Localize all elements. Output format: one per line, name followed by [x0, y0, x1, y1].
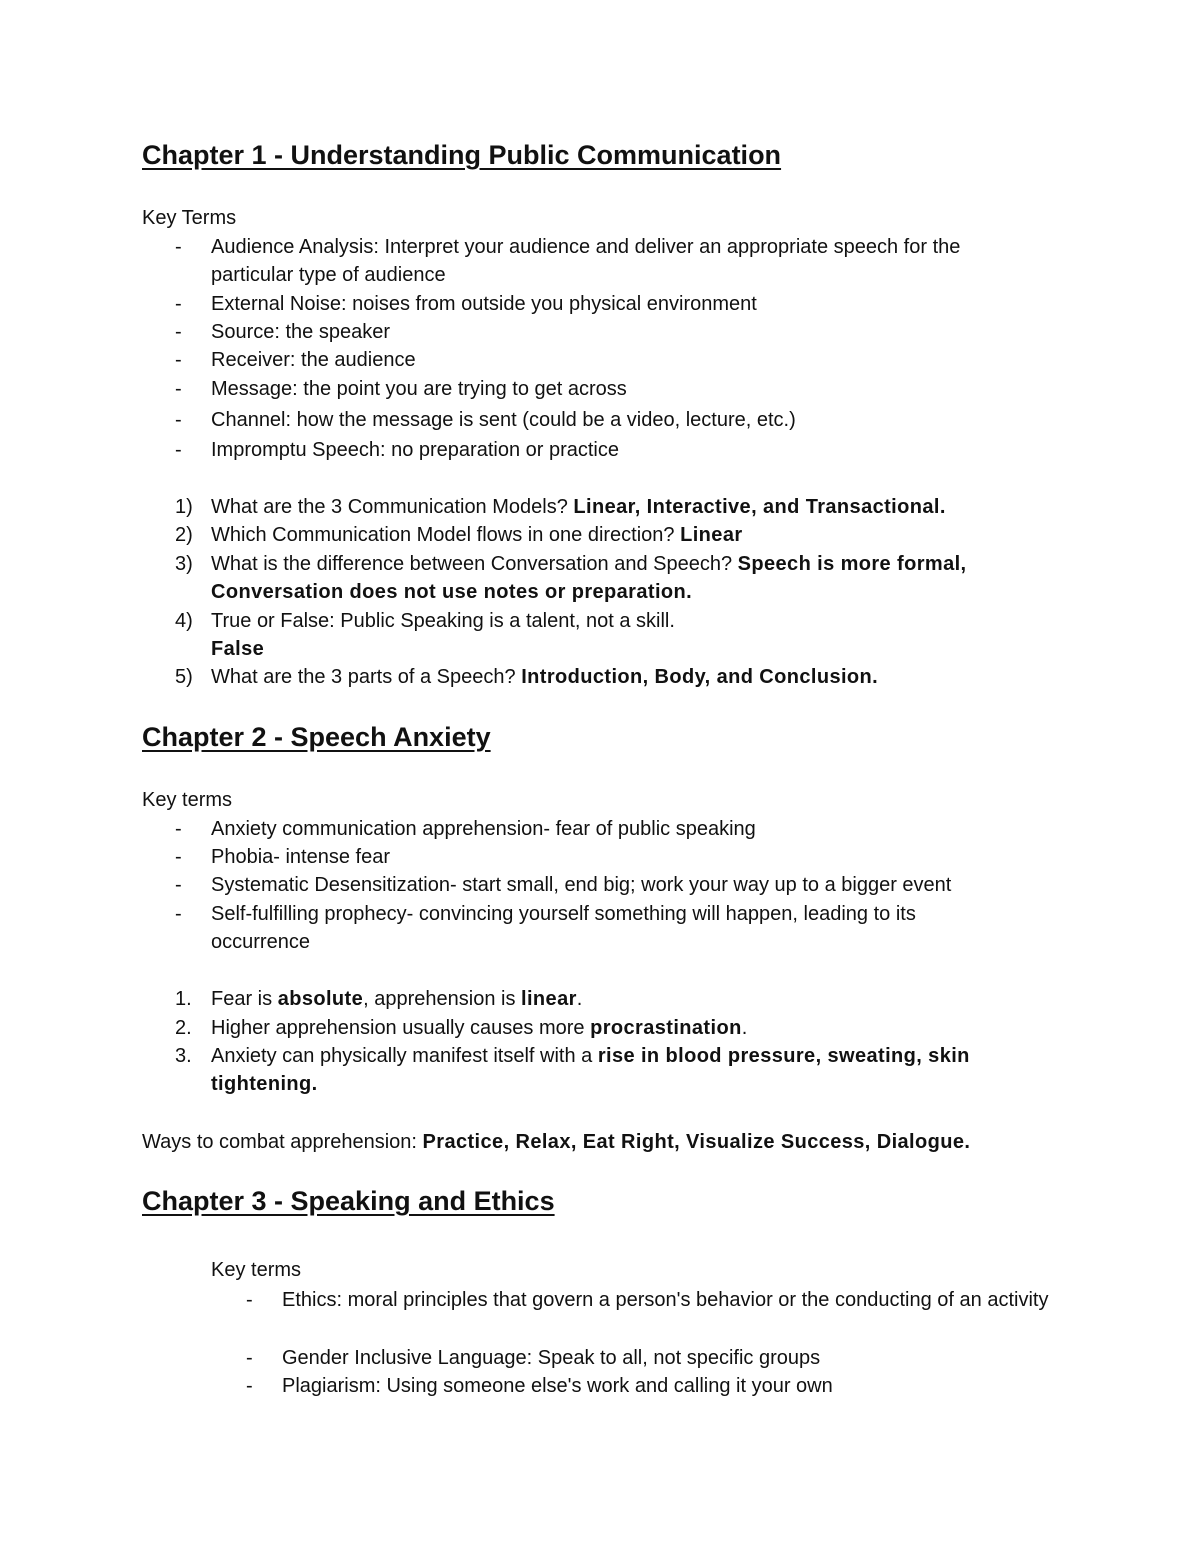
- list-item: - Ethics: moral principles that govern a person's behavior or the conducting of an activity: [246, 1289, 1049, 1311]
- chapter-2-key-terms-label: Key terms: [142, 789, 233, 811]
- chapter-3-key-terms-label: Key terms: [211, 1259, 302, 1281]
- list-item: - Plagiarism: Using someone else's work and calling it your own: [246, 1375, 833, 1397]
- chapter-2-heading: Chapter 2 - Speech Anxiety: [142, 722, 491, 752]
- list-item: - Message: the point you are trying to get across: [175, 378, 627, 400]
- list-item: - Impromptu Speech: no preparation or practice: [175, 439, 619, 461]
- list-item: - Systematic Desensitization- start small, end big; work your way up to a bigger event: [175, 874, 952, 896]
- numbered-point: 3. Anxiety can physically manifest itself with a rise in blood pressure, sweating, skin tightening.: [175, 1045, 970, 1095]
- numbered-point: 1. Fear is absolute, apprehension is linear.: [175, 988, 583, 1010]
- list-item: - Receiver: the audience: [175, 349, 416, 371]
- question-item: 4) True or False: Public Speaking is a talent, not a skill. False: [175, 610, 675, 660]
- list-item: - Phobia- intense fear: [175, 846, 391, 868]
- question-item: 3) What is the difference between Conversation and Speech? Speech is more formal, Conversation does not use notes or preparation.: [175, 553, 967, 603]
- question-item: 5) What are the 3 parts of a Speech? Introduction, Body, and Conclusion.: [175, 666, 879, 688]
- question-item: 1) What are the 3 Communication Models? Linear, Interactive, and Transactional.: [175, 496, 946, 518]
- numbered-point: 2. Higher apprehension usually causes more procrastination.: [175, 1017, 748, 1039]
- chapter-3-heading: Chapter 3 - Speaking and Ethics: [142, 1186, 555, 1216]
- chapter-1-heading: Chapter 1 - Understanding Public Communication: [142, 140, 782, 170]
- list-item: - Anxiety communication apprehension- fear of public speaking: [175, 818, 756, 840]
- question-item: 2) Which Communication Model flows in one direction? Linear: [175, 524, 743, 546]
- list-item: - Self-fulfilling prophecy- convincing yourself something will happen, leading to its occurrence: [175, 903, 916, 953]
- list-item: - Source: the speaker: [175, 321, 390, 343]
- list-item: - External Noise: noises from outside you physical environment: [175, 293, 757, 315]
- combat-apprehension-line: Ways to combat apprehension: Practice, Relax, Eat Right, Visualize Success, Dialogue.: [142, 1131, 971, 1153]
- list-item: - Gender Inclusive Language: Speak to all, not specific groups: [246, 1347, 821, 1369]
- list-item: - Audience Analysis: Interpret your audience and deliver an appropriate speech for the particular type of audience: [175, 236, 961, 286]
- chapter-1-key-terms-label: Key Terms: [142, 207, 237, 229]
- list-item: - Channel: how the message is sent (could be a video, lecture, etc.): [175, 409, 796, 431]
